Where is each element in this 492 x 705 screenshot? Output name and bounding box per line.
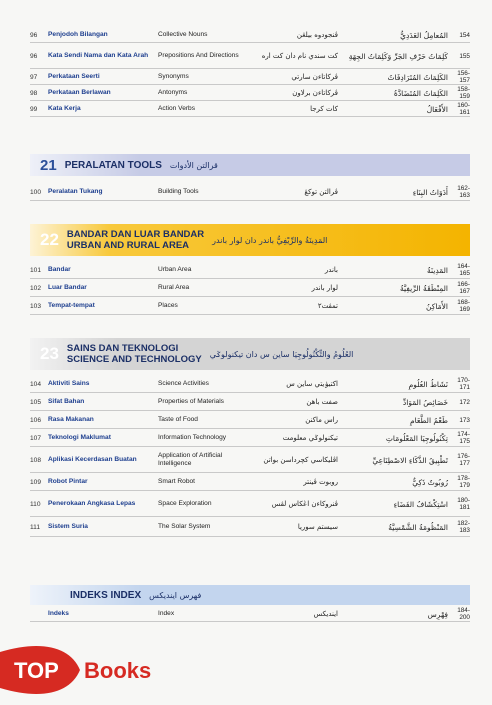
row-arabic: الكَلِمَاتُ المُتَرَادِفَاتُ (387, 72, 448, 82)
row-english: Smart Robot (158, 478, 196, 485)
row-malay: Rasa Makanan (48, 416, 94, 423)
row-jawi: ڤرکاتاءن برلاون (292, 89, 338, 97)
row-number: 97 (30, 73, 38, 81)
row-pages: 168-169 (457, 299, 470, 313)
row-pages: 184-200 (457, 607, 470, 621)
row-number: 96 (30, 31, 38, 39)
row-pages: 162-163 (457, 185, 470, 199)
row-pages: 155 (459, 52, 470, 60)
table-row[interactable] (30, 518, 470, 537)
row-malay: Penjodoh Bilangan (48, 31, 108, 38)
table-row[interactable] (30, 298, 470, 315)
row-malay: Kata Sendi Nama dan Kata Arah (48, 52, 149, 59)
row-malay: Perkataan Seerti (48, 73, 100, 80)
row-pages: 166-167 (457, 281, 470, 295)
row-english: Rural Area (158, 284, 190, 291)
row-number: 96 (30, 52, 38, 60)
row-jawi: ڤنجودوه بيلڠن (296, 31, 338, 39)
row-english: Urban Area (158, 266, 192, 273)
row-english: Antonyms (158, 89, 188, 96)
row-jawi: تيکنولوݢي معلومت (282, 434, 338, 442)
row-pages: 180-181 (457, 497, 470, 511)
topbooks-logo (0, 640, 200, 700)
row-malay: Robot Pintar (48, 478, 88, 485)
table-row[interactable] (30, 86, 470, 101)
table-row[interactable] (30, 430, 470, 447)
index-row[interactable] (30, 607, 470, 622)
table-row[interactable] (30, 492, 470, 517)
table-row[interactable] (30, 412, 470, 429)
row-english: Synonyms (158, 73, 189, 80)
row-number: 104 (30, 380, 42, 388)
table-row[interactable] (30, 70, 470, 85)
row-pages: 182-183 (457, 520, 470, 534)
row-jawi: سيستم سوريا (297, 523, 338, 531)
row-malay: Peralatan Tukang (48, 188, 103, 195)
row-english: Science Activities (158, 380, 209, 387)
table-row[interactable] (30, 280, 470, 297)
index-title: INDEKS INDEX (70, 589, 142, 601)
row-english: Space Exploration (158, 500, 212, 507)
row-arabic: الأَمَاكِنُ (426, 301, 448, 311)
row-jawi: کات کرجا (310, 105, 338, 113)
row-arabic: الكَلِمَاتُ المُتَضَادَّةُ (393, 88, 448, 98)
row-arabic: كَلِمَاتُ حَرْفِ الجَرِّ وَكَلِمَاتُ الجِهَةِ (348, 51, 448, 61)
row-malay: Sifat Bahan (48, 398, 85, 405)
row-number: 110 (30, 500, 41, 508)
row-arabic: نَشَاطُ العُلُومِ (408, 379, 448, 389)
row-pages: 160-161 (457, 102, 470, 116)
section-number: 23 (40, 344, 59, 363)
row-number: 103 (30, 302, 42, 310)
row-arabic: الأَفْعَالُ (426, 104, 448, 114)
row-number: 108 (30, 456, 42, 464)
row-arabic: اسْتِكْشَافُ الفَضَاءِ (393, 499, 448, 509)
table-row[interactable] (30, 102, 470, 117)
table-row[interactable] (30, 394, 470, 411)
row-number: 99 (30, 105, 38, 113)
row-pages: 158-159 (457, 86, 470, 100)
row-jawi: روبوت ڤينتر (303, 478, 338, 486)
logo-text-top: TOP (14, 658, 59, 683)
section-23-banner (30, 338, 470, 370)
row-jawi: راس ماکنن (305, 416, 338, 424)
section-title-arabic: المَدِينَةُ والرِّيْفِيُّ باندر دان لوار باندر (212, 235, 328, 245)
row-jawi: صفت باهن (306, 398, 338, 406)
row-malay: Bandar (48, 266, 71, 273)
section-number: 21 (40, 156, 57, 174)
section-title-block (67, 229, 204, 251)
row-english: Prepositions And Directions (158, 52, 239, 59)
row-number: 111 (30, 523, 41, 531)
row-arabic: تِكْنُولُوجِيَا المَعْلُومَاتِ (385, 433, 448, 443)
row-english: Collective Nouns (158, 31, 208, 38)
row-malay: Penerokaan Angkasa Lepas (48, 500, 136, 507)
row-malay: Luar Bandar (48, 284, 87, 291)
table-row[interactable] (30, 262, 470, 279)
row-arabic: تَطْبِيقُ الذَّكَاءِ الاصْطِنَاعِيِّ (372, 455, 448, 465)
row-jawi: ڤرالتن توکڠ (304, 188, 338, 196)
section-title-english: SCIENCE AND TECHNOLOGY (66, 354, 202, 365)
index-title-arabic: فهرس ايندیکس (149, 590, 202, 600)
row-jawi: ايندیکس (313, 610, 338, 618)
row-number: 105 (30, 398, 42, 406)
row-arabic: المُعامِلُ العَدَدِيُّ (400, 30, 448, 40)
row-malay: Kata Kerja (48, 105, 81, 112)
row-malay: Aplikasi Kecerdasan Buatan (48, 456, 137, 463)
section-title-english: URBAN AND RURAL AREA (66, 240, 190, 251)
table-row[interactable] (30, 448, 470, 473)
row-jawi: کت سندي نام دان کت اره (261, 52, 338, 60)
section-title-malay: SAINS DAN TEKNOLOGI (66, 343, 179, 354)
table-row[interactable] (30, 44, 470, 69)
row-malay: Indeks (48, 610, 69, 617)
row-jawi: لوار باندر (311, 284, 338, 292)
table-row[interactable] (30, 28, 470, 43)
row-pages: 176-177 (457, 453, 470, 467)
row-malay: Tempat-tempat (48, 302, 95, 309)
row-number: 102 (30, 284, 42, 292)
row-pages: 178-179 (457, 475, 470, 489)
section-title-block (67, 343, 202, 365)
row-arabic: طَعْمُ الطَّعَامِ (409, 415, 448, 425)
row-malay: Sistem Suria (48, 523, 88, 530)
section-21-banner (30, 154, 470, 176)
row-english: Places (158, 302, 178, 309)
row-jawi: ڤنروکاءن اڠکاس لڤس (271, 500, 338, 508)
row-pages: 172 (459, 398, 470, 406)
row-english: Building Tools (158, 188, 199, 195)
section-number: 22 (40, 230, 59, 249)
row-english: The Solar System (158, 523, 211, 530)
row-pages: 174-175 (457, 431, 470, 445)
row-jawi: اکتيۏيتي ساين س (286, 380, 338, 388)
row-arabic: المِنْطَقَةُ الرِّيفِيَّةُ (400, 283, 448, 293)
table-row[interactable] (30, 474, 470, 491)
row-english: Information Technology (158, 434, 227, 441)
row-pages: 173 (459, 416, 470, 424)
section-title: PERALATAN TOOLS (64, 159, 162, 171)
section-title-arabic: قرالتن الأدوات (169, 160, 218, 170)
row-jawi: اڤليکاسي کچرداسن بواتن (263, 456, 338, 464)
row-jawi: تمڤت٢ (317, 302, 338, 310)
table-row[interactable] (30, 184, 470, 201)
row-arabic: فِهْرِس (427, 609, 448, 619)
row-jawi: باندر (324, 266, 338, 274)
row-arabic: المَدِينَةُ (426, 265, 448, 275)
logo-graphic (0, 640, 200, 700)
row-number: 106 (30, 416, 42, 424)
section-22-banner (30, 224, 470, 256)
row-pages: 154 (459, 31, 470, 39)
index-banner (30, 585, 470, 605)
row-pages: 156-157 (457, 70, 470, 84)
row-malay: Perkataan Berlawan (48, 89, 111, 96)
row-pages: 170-171 (457, 377, 470, 391)
row-number: 101 (30, 266, 42, 274)
table-row[interactable] (30, 376, 470, 393)
row-pages: 164-165 (457, 263, 470, 277)
row-jawi: ڤرکاتاءن سارتي (291, 73, 338, 81)
row-english: Application of Artificial Intelligence (158, 452, 223, 467)
row-number: 100 (30, 188, 42, 196)
row-english: Index (158, 610, 175, 617)
section-title-arabic: العُلُومُ والتِّكْنُولُوجِيَا ساين س دان تيکنولوݢي (209, 349, 354, 359)
logo-text-books: Books (84, 658, 152, 683)
row-arabic: المَنْظُومَةُ الشَّمْسِيَّةُ (388, 522, 448, 532)
row-english: Properties of Materials (158, 398, 224, 405)
row-arabic: أَدَوَاتُ البِنَاءِ (412, 187, 448, 197)
row-malay: Aktiviti Sains (48, 380, 90, 387)
row-english: Action Verbs (158, 105, 196, 112)
row-number: 107 (30, 434, 42, 442)
row-arabic: خَصَائِصُ المَوَادِّ (402, 397, 448, 407)
row-arabic: رُوبُوتٌ ذَكِيٌّ (412, 477, 448, 487)
row-number: 98 (30, 89, 38, 97)
row-number: 109 (30, 478, 42, 486)
section-title-malay: BANDAR DAN LUAR BANDAR (66, 229, 205, 240)
row-english: Taste of Food (158, 416, 198, 423)
row-malay: Teknologi Maklumat (48, 434, 111, 441)
